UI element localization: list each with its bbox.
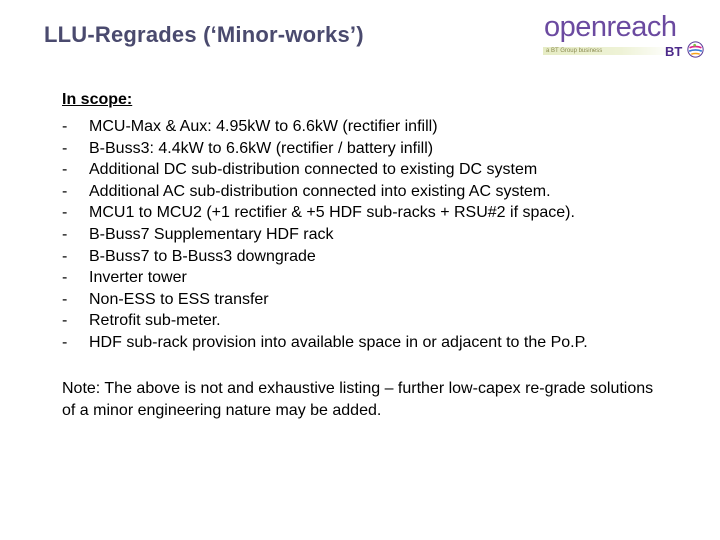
slide-title: LLU-Regrades (‘Minor-works’) [44,22,364,47]
list-item [62,202,682,224]
list-item [62,310,682,332]
scope-heading: In scope: [62,91,133,108]
bullet-dash: - [62,312,68,330]
openreach-logo [540,11,700,59]
item-text: Non-ESS to ESS transfer [89,290,269,308]
item-text: MCU1 to MCU2 (+1 rectifier & +5 HDF sub-racks + RSU#2 if space). [89,204,575,222]
slide-body [62,90,682,422]
bullet-dash: - [62,247,68,265]
item-text: MCU-Max & Aux: 4.95kW to 6.6kW (rectifier infill) [89,118,438,135]
list-item [62,224,682,246]
item-text: HDF sub-rack provision into available space in or adjacent to the Po.P. [89,333,588,351]
list-item [62,289,682,311]
bullet-dash: - [62,225,68,243]
bullet-dash: - [62,333,68,351]
bullet-dash: - [62,118,68,135]
list-item [62,332,682,354]
scope-list [62,116,682,354]
bullet-dash: - [62,204,68,222]
item-text: Additional AC sub-distribution connected into existing AC system. [89,182,551,200]
note-paragraph: Note: The above is not and exhaustive listing – further low-capex re-grade solutions of a minor engineering nature may be added. [62,379,654,419]
list-item [62,267,682,289]
logo-tagline: a BT Group business [546,48,603,54]
bullet-dash: - [62,161,68,179]
item-text: Retrofit sub-meter. [89,312,221,330]
list-item [62,246,682,268]
bt-brand-text: BT [665,44,683,59]
logo-wordmark: openreach [544,11,677,43]
bullet-dash: - [62,290,68,308]
item-text: Inverter tower [89,269,187,287]
item-text: B-Buss3: 4.4kW to 6.6kW (rectifier / battery infill) [89,139,434,157]
list-item [62,159,682,181]
item-text: B-Buss7 Supplementary HDF rack [89,225,334,243]
bt-globe-icon [687,41,704,58]
list-item [62,138,682,160]
list-item [62,181,682,203]
bullet-dash: - [62,269,68,287]
bullet-dash: - [62,182,68,200]
item-text: Additional DC sub-distribution connected to existing DC system [89,161,538,179]
list-item [62,116,682,138]
item-text: B-Buss7 to B-Buss3 downgrade [89,247,316,265]
bullet-dash: - [62,139,68,157]
